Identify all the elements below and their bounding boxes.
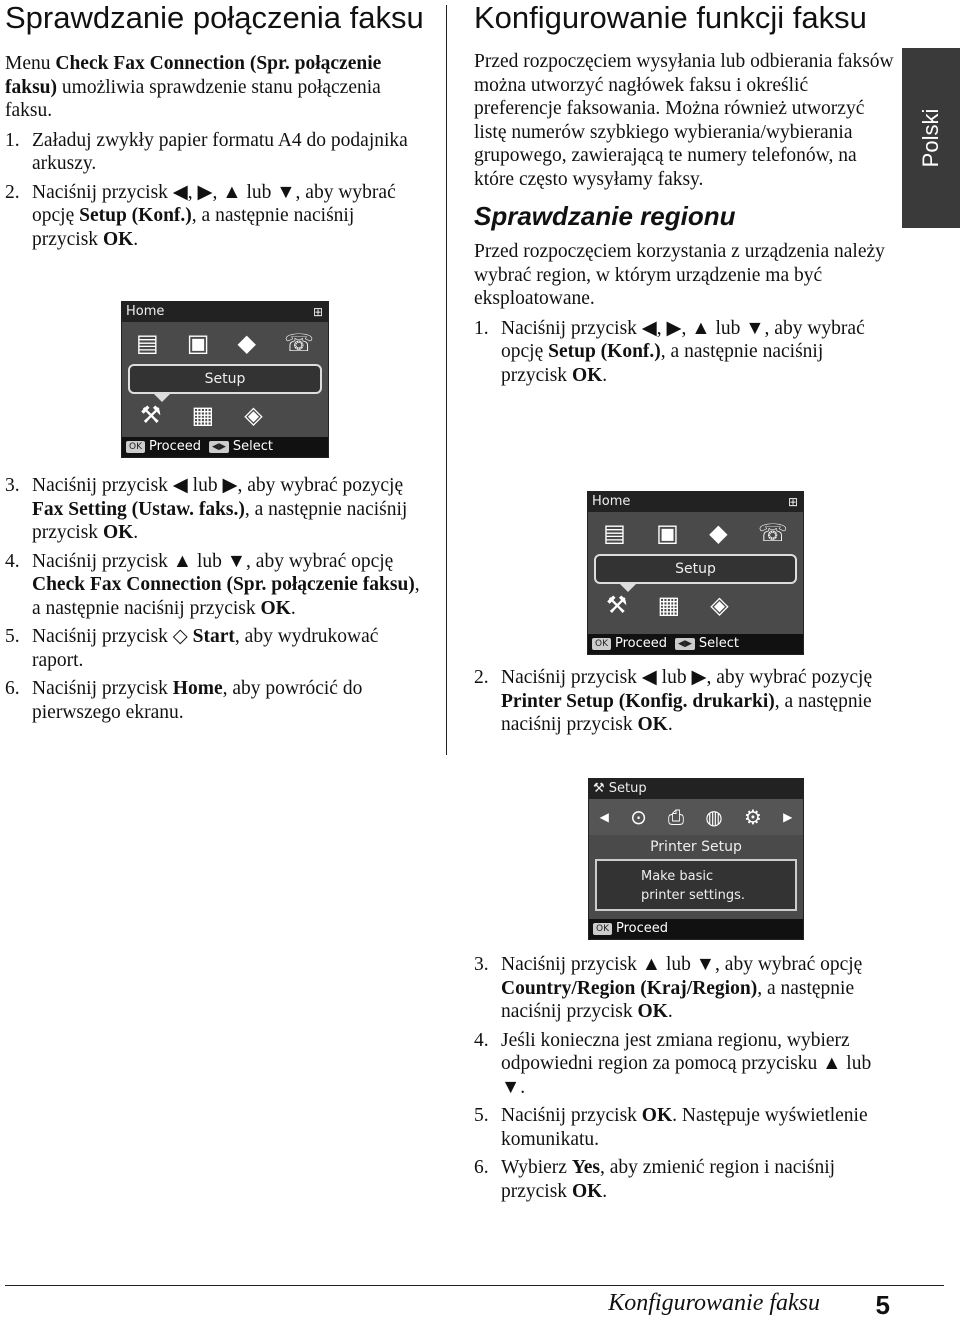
select-arrows-icon: ◀▶: [209, 441, 229, 453]
column-divider: [446, 5, 447, 755]
lcd-home-screen-right: [587, 491, 804, 655]
step-2: 2. Naciśnij przycisk ◀, ▶, ▲ lub ▼, aby wybrać opcję Setup (Konf.), a następnie naciśnij przycisk OK.: [5, 181, 396, 250]
right-intro-2: Przed rozpoczęciem korzystania z urządzenia należy wybrać region, w którym urządzenie ma być eksploatowane.: [474, 241, 885, 309]
lcd-bubble: Setup: [594, 554, 797, 584]
setup-icon: ⚒: [606, 591, 628, 619]
right-step-2: 2. Naciśnij przycisk ◀ lub ▶, aby wybrać pozycję Printer Setup (Konfig. drukarki), a następnie naciśnij przycisk OK.: [474, 667, 873, 735]
section-title: Sprawdzanie połączenia faksu: [5, 0, 424, 35]
lcd-icon-row: [122, 322, 328, 364]
network-icon: ⊞: [787, 495, 798, 509]
language-tab-label: Polski: [918, 108, 943, 168]
step-5: 5. Naciśnij przycisk ◇ Start, aby wydrukować raport.: [5, 626, 379, 671]
step-6: 6. Naciśnij przycisk Home, aby powrócić do pierwszego ekranu.: [5, 678, 363, 723]
copy-icon: ▤: [603, 519, 626, 547]
right-column-mid: [474, 666, 894, 742]
network-icon: ⊞: [312, 305, 323, 319]
step-4: 4. Naciśnij przycisk ▲ lub ▼, aby wybrać opcję Check Fax Connection (Spr. połączenie faksu), a następnie naciśnij przycisk OK.: [5, 550, 420, 619]
scan-icon: ◆: [237, 329, 256, 357]
lcd-header: Home ⊞: [122, 302, 328, 322]
lcd-bubble: Setup: [128, 364, 322, 394]
grid-icon: ▦: [191, 401, 215, 429]
select-arrows-icon: ◀▶: [675, 638, 695, 650]
subsection-title: Sprawdzanie regionu: [474, 201, 736, 231]
language-tab: [902, 48, 960, 228]
right-column: [474, 0, 894, 392]
selected-item-title: Printer Setup: [650, 839, 742, 855]
right-step-6: 6. Wybierz Yes, aby zmienić region i naciśnij przycisk OK.: [474, 1157, 836, 1202]
step-1: 1. Załaduj zwykły papier formatu A4 do podajnika arkuszy.: [5, 129, 408, 174]
right-column-lower: [474, 953, 894, 1208]
grid-icon: ▦: [657, 591, 681, 619]
right-step-4: 4. Jeśli konieczna jest zmiana regionu, wybierz odpowiedni region za pomocą przycisku ▲ lub ▼.: [474, 1029, 872, 1098]
lcd-footer: OK Proceed ◀▶ Select: [122, 437, 328, 457]
right-step-3: 3. Naciśnij przycisk ▲ lub ▼, aby wybrać opcję Country/Region (Kraj/Region), a następnie naciśnij przycisk OK.: [474, 954, 863, 1022]
item-description: Make basic printer settings.: [595, 859, 797, 911]
lcd-setup-screen: [588, 778, 804, 940]
setup-toolbar: [589, 799, 803, 835]
left-column: [5, 0, 425, 256]
lcd-footer: OK Proceed ◀▶ Select: [588, 634, 803, 654]
footer-rule: [5, 1285, 944, 1286]
lcd-footer: OK Proceed: [589, 919, 803, 939]
card-icon: ◈: [244, 401, 263, 429]
lcd-header: ⚒ Setup: [589, 779, 803, 799]
right-step-1: 1. Naciśnij przycisk ◀, ▶, ▲ lub ▼, aby wybrać opcję Setup (Konf.), a następnie naciśnij przycisk OK.: [474, 317, 865, 386]
globe-icon: ◍: [705, 805, 723, 829]
maintenance-icon: ⊙: [630, 805, 647, 829]
fax-icon: ☏: [757, 519, 788, 547]
network-settings-icon: ⚙: [743, 805, 762, 829]
photo-icon: ▣: [186, 329, 210, 357]
printer-setup-icon: ⎙: [668, 805, 685, 829]
photo-icon: ▣: [656, 519, 679, 547]
right-step-5: 5. Naciśnij przycisk OK. Następuje wyświetlenie komunikatu.: [474, 1105, 868, 1150]
lcd-icon-row: [588, 512, 803, 554]
footer-title: Konfigurowanie faksu: [608, 1290, 820, 1316]
left-column-lower: [5, 474, 425, 729]
left-arrow-icon: ◀: [599, 810, 609, 824]
copy-icon: ▤: [136, 329, 159, 357]
setup-icon: ⚒: [593, 781, 609, 796]
lcd-header: Home ⊞: [588, 492, 803, 512]
scan-icon: ◆: [709, 519, 728, 547]
lcd-home-screen: [121, 301, 329, 458]
step-3: 3. Naciśnij przycisk ◀ lub ▶, aby wybrać pozycję Fax Setting (Ustaw. faks.), a następnie naciśnij przycisk OK.: [5, 475, 408, 543]
card-icon: ◈: [710, 591, 729, 619]
section-title-right: Konfigurowanie funkcji faksu: [474, 0, 867, 35]
right-arrow-icon: ▶: [783, 810, 793, 824]
intro-paragraph: Menu Check Fax Connection (Spr. połączenie faksu) umożliwia sprawdzenie stanu połączenia faksu.: [5, 53, 382, 121]
right-intro: Przed rozpoczęciem wysyłania lub odbierania faksów można utworzyć nagłówek faksu i określić preferencje faksowania. Można również utworzyć listę numerów szybkiego wybierania/wybierania grupowego, zawierającą te numery telefonów, na które często wysyłamy faksy.: [474, 51, 894, 190]
lcd-icon-row-2: [122, 394, 328, 436]
page-number: 5: [875, 1290, 890, 1320]
fax-icon: ☏: [283, 329, 314, 357]
setup-icon: ⚒: [140, 401, 162, 429]
